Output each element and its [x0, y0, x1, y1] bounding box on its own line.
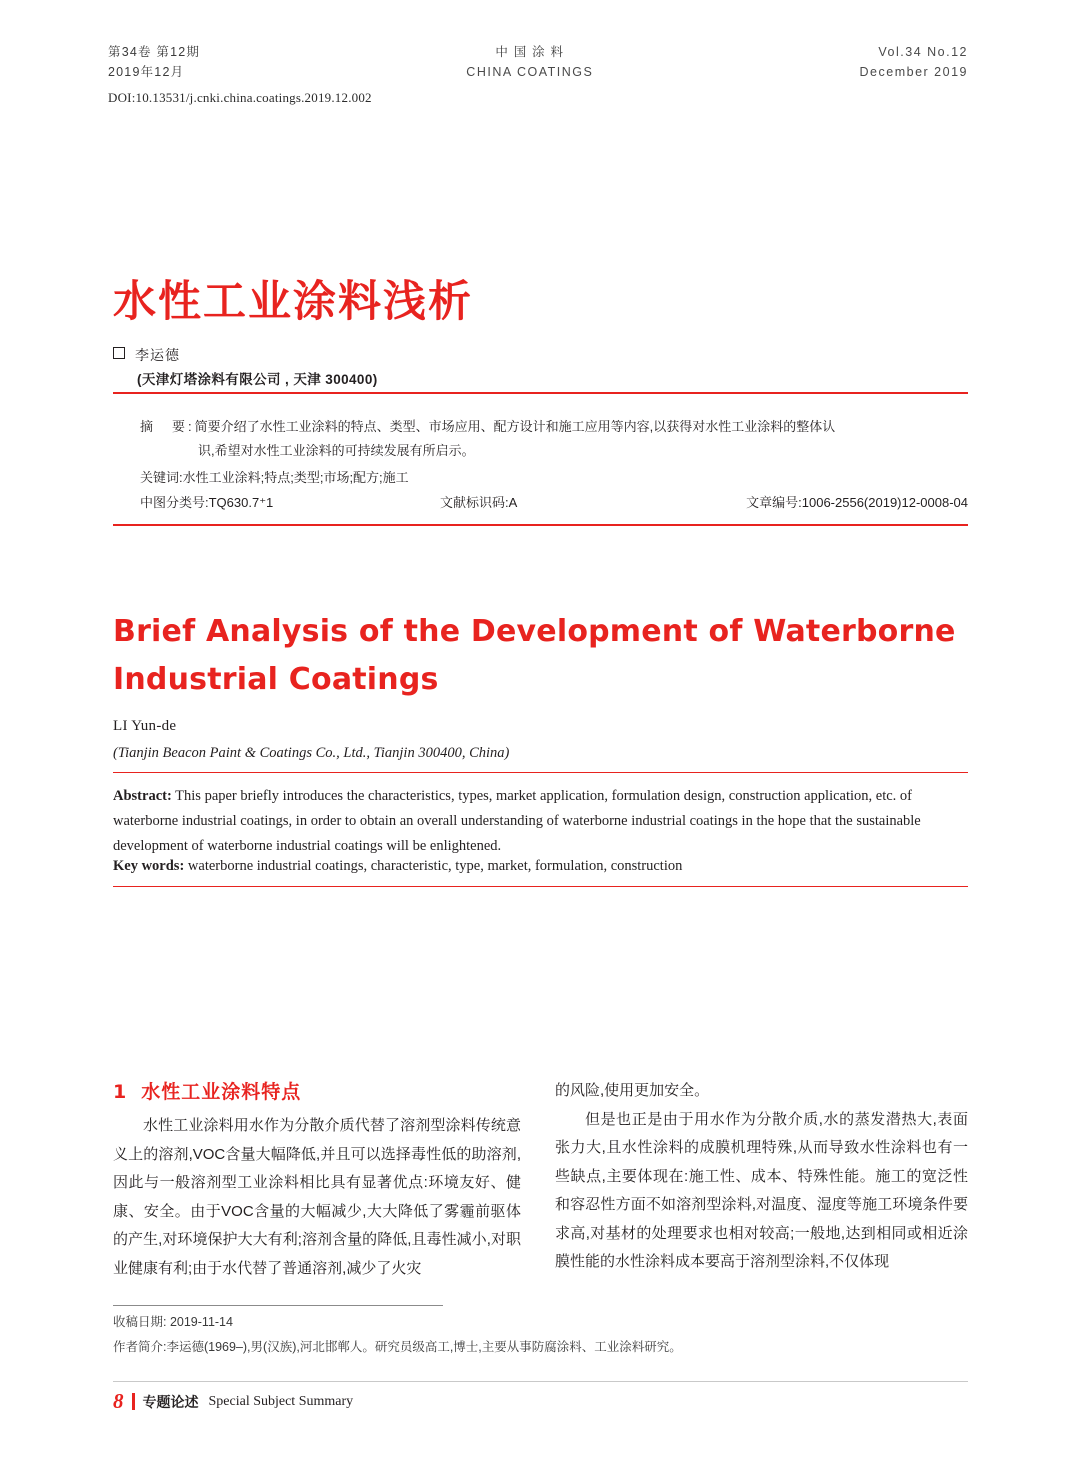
- article-title-en: Brief Analysis of the Development of Waterborne Industrial Coatings: [113, 614, 956, 697]
- abstract-label-cn: 摘 要:: [140, 419, 195, 434]
- footer-section-en: Special Subject Summary: [208, 1393, 354, 1409]
- keywords-cn: 关键词:水性工业涂料;特点;类型;市场;配方;施工: [140, 470, 409, 485]
- keywords-en-text: waterborne industrial coatings, characteristic, type, market, formulation, construction: [184, 858, 683, 874]
- running-head: [108, 42, 968, 82]
- body-column-right: [555, 1077, 968, 1277]
- keywords-en: [113, 858, 971, 875]
- received-date: 收稿日期: 2019-11-14: [113, 1315, 233, 1329]
- section-number: 1: [113, 1081, 128, 1103]
- paragraph: 的风险,使用更加安全。: [555, 1082, 710, 1099]
- volume-issue: 第34卷 第12期: [108, 45, 201, 59]
- running-head-right: [860, 42, 968, 82]
- paragraph: 但是也正是由于用水作为分散介质,水的蒸发潜热大,表面张力大,且水性涂料的成膜机理特殊,从而导致水性涂料也有一些缺点,主要体现在:施工性、成本、特殊性能。施工的宽泛性和容忍性方面不如溶剂型涂料,对温度、湿度等施工环境条件要求高,对基材的处理要求也相对较高;一般地,达到相同或相近涂膜性能的水性涂料成本要高于溶剂型涂料,不仅体现: [555, 1110, 968, 1270]
- issue-date-cn: 2019年12月: [108, 65, 185, 79]
- affiliation-cn: (天津灯塔涂料有限公司 , 天津 300400): [137, 372, 378, 387]
- divider-cn-top: [113, 392, 968, 394]
- document-code: 文献标识码:A: [440, 495, 518, 510]
- footer-section-cn: 专题论述: [142, 1393, 199, 1410]
- running-head-center: [466, 42, 593, 82]
- author-bio: 作者简介:李运德(1969–),男(汉族),河北邯郸人。研究员级高工,博士,主要从事防腐涂料、工业涂料研究。: [113, 1340, 682, 1354]
- classification-row-cn: [140, 492, 968, 511]
- footer-divider: [113, 1381, 968, 1382]
- page-number: 8: [113, 1389, 124, 1413]
- running-head-left: [108, 42, 200, 82]
- journal-name-en: CHINA COATINGS: [466, 65, 594, 79]
- author-en: LI Yun-de: [113, 718, 177, 734]
- author-cn: [113, 345, 180, 365]
- abstract-label-en: Abstract:: [113, 788, 172, 804]
- footnote-divider: [113, 1305, 443, 1306]
- abstract-cn-text2: 识,希望对水性工业涂料的可持续发展有所启示。: [198, 443, 475, 458]
- abstract-cn: [140, 415, 968, 463]
- divider-en-top: [113, 772, 968, 773]
- divider-en-bottom: [113, 886, 968, 887]
- footer-bar-icon: [132, 1393, 135, 1410]
- page-footer: [113, 1389, 353, 1414]
- doi-line: DOI:10.13531/j.cnki.china.coatings.2019.12.002: [108, 90, 372, 105]
- issue-date-en: December 2019: [859, 65, 968, 79]
- section-heading: [113, 1077, 301, 1104]
- square-bullet-icon: [113, 347, 125, 359]
- keywords-label-en: Key words:: [113, 858, 185, 874]
- clc-number: 中图分类号:TQ630.7⁺1: [140, 495, 274, 510]
- abstract-en-text: This paper briefly introduces the characteristics, types, market application, formulation design, construction application, etc. of waterborne industrial coatings, in order to obtain an overall understanding of waterborne industrial coatings in the hope that the sustainable development of waterborne industrial coatings will be enlightened.: [113, 788, 921, 854]
- author-name-cn: 李运德: [135, 347, 180, 363]
- footnotes: [113, 1310, 968, 1360]
- abstract-en: [113, 784, 971, 859]
- article-id: 文章编号:1006-2556(2019)12-0008-04: [746, 495, 968, 510]
- abstract-cn-line1: [140, 415, 968, 439]
- volume-issue-en: Vol.34 No.12: [878, 45, 968, 59]
- body-column-left: [113, 1112, 521, 1283]
- section-title: 水性工业涂料特点: [141, 1081, 302, 1103]
- divider-cn-bottom: [113, 524, 968, 526]
- abstract-cn-text1: 简要介绍了水性工业涂料的特点、类型、市场应用、配方设计和施工应用等内容,以获得对水性工业涂料的整体认: [194, 419, 836, 434]
- article-title-cn: 水性工业涂料浅析: [113, 277, 473, 327]
- journal-name-cn: 中 国 涂 料: [495, 45, 565, 59]
- paragraph: 水性工业涂料用水作为分散介质代替了溶剂型涂料传统意义上的溶剂,VOC含量大幅降低,并且可以选择毒性低的助溶剂,因此与一般溶剂型工业涂料相比具有显著优点:环境友好、健康、安全。由于VOC含量的大幅减少,大大降低了雾霾前驱体的产生,对环境保护大大有利;溶剂含量的降低,且毒性减小,对职业健康有利;由于水代替了普通溶剂,减少了火灾: [113, 1117, 521, 1277]
- affiliation-en: (Tianjin Beacon Paint & Coatings Co., Ltd., Tianjin 300400, China): [113, 745, 510, 761]
